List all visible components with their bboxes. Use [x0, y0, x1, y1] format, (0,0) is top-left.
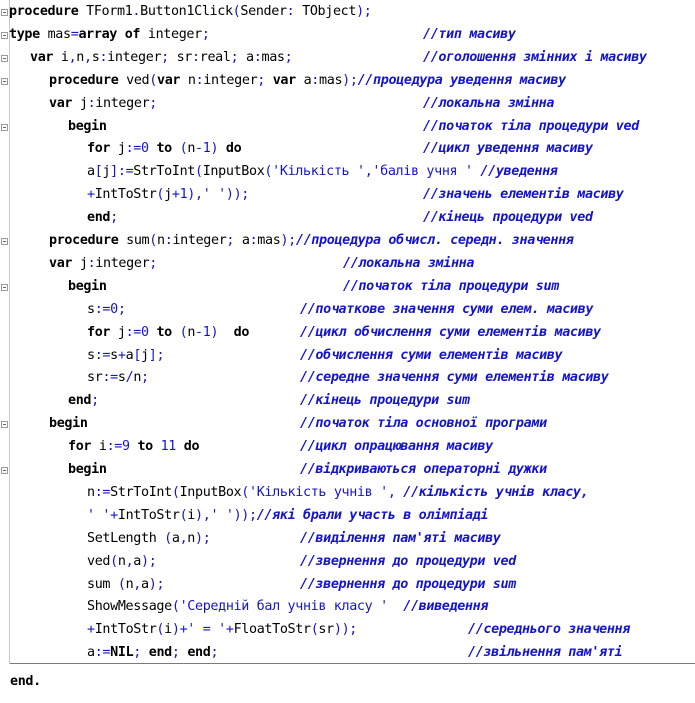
code-token: begin — [49, 416, 88, 432]
code-token: for — [87, 141, 111, 157]
code-comment: //відкриваються операторні дужки — [300, 462, 547, 477]
code-comment: //процедура обчисл. середн. значення — [295, 233, 574, 248]
code-token: n — [187, 324, 196, 340]
code-token: := — [94, 484, 111, 500]
code-token: array of — [78, 26, 141, 42]
code-token: 1 — [179, 187, 188, 203]
code-token: i — [91, 439, 107, 455]
code-token: n — [180, 72, 196, 88]
code-token: : — [87, 255, 96, 271]
code-comment: //початок тіла процедури ved — [423, 118, 639, 134]
code-token: j — [102, 164, 111, 180]
code-token: ; — [141, 370, 149, 386]
code-line — [87, 596, 488, 618]
code-token: a — [133, 553, 142, 569]
code-line — [87, 528, 210, 550]
code-token: to — [148, 141, 172, 157]
code-token: s — [87, 347, 95, 363]
code-token: ); — [148, 576, 165, 592]
code-token: )); — [233, 507, 257, 523]
code-token: ( — [156, 530, 172, 546]
code-comment: //виведення — [403, 599, 489, 615]
fold-toggle-icon[interactable] — [1, 78, 8, 85]
code-token: , — [364, 164, 373, 180]
code-line — [68, 116, 107, 138]
code-token: [ — [133, 347, 142, 363]
code-token: IntToStr — [94, 622, 157, 638]
code-token: to — [129, 439, 153, 455]
code-token: n — [125, 576, 134, 592]
code-token: var — [49, 95, 73, 111]
code-token: 1 — [202, 324, 211, 340]
code-token: begin — [68, 118, 107, 134]
code-token: ) — [210, 141, 219, 157]
code-token: end — [68, 393, 92, 409]
code-token: ), — [195, 507, 211, 523]
code-token: ved — [118, 72, 150, 88]
code-token: ; — [171, 645, 188, 661]
code-comment: //оголошення змінних і масиву — [423, 49, 647, 65]
code-token: ; — [133, 645, 149, 661]
code-token: ); — [141, 553, 157, 569]
code-token: ( — [241, 484, 249, 500]
code-token: ( — [264, 164, 273, 180]
code-token: : — [87, 95, 96, 111]
code-comment: //цикл уведення масиву — [423, 141, 593, 157]
code-token: sr — [87, 370, 103, 386]
code-comment: //початок тіла основної програми — [300, 416, 547, 432]
code-token: ; — [117, 301, 126, 317]
code-token: 'Кількість учнів ' — [249, 484, 388, 500]
code-comment: //тип масиву — [423, 26, 516, 42]
code-token: j — [110, 324, 126, 340]
code-token: : — [195, 72, 204, 88]
code-line — [49, 93, 157, 115]
code-token: ( — [171, 141, 188, 157]
code-token: Button1Click — [140, 4, 233, 19]
code-line — [87, 505, 488, 527]
code-token: + — [117, 347, 126, 363]
code-token: + — [171, 187, 180, 203]
code-token: , — [179, 530, 188, 546]
code-comment: //початкове значення суми елем. масиву — [300, 301, 594, 317]
code-line — [9, 24, 210, 46]
code-token: 1 — [202, 141, 211, 157]
code-token: n — [117, 553, 126, 569]
code-token: ( — [171, 484, 180, 500]
code-token: := — [125, 324, 142, 340]
fold-toggle-icon[interactable] — [1, 284, 8, 291]
code-token: - — [195, 141, 203, 157]
code-token: [ — [94, 164, 103, 180]
code-token: a — [125, 347, 134, 363]
code-comment: //уведення — [480, 164, 558, 180]
code-token: := — [94, 301, 111, 317]
code-comment: //середне значення суми елементів масиву — [300, 370, 609, 386]
code-token: := — [94, 347, 111, 363]
code-token: var — [272, 72, 296, 88]
code-token: mas — [39, 26, 71, 42]
code-line — [87, 345, 164, 367]
code-token: + — [225, 622, 234, 638]
code-token: j — [141, 347, 149, 363]
code-token: TForm1 — [78, 4, 133, 19]
code-token: )); — [333, 622, 357, 638]
code-line — [68, 390, 99, 412]
code-token: ' = ' — [187, 622, 226, 638]
code-token: integer — [95, 95, 150, 111]
code-token: i — [187, 507, 195, 523]
code-token: ' ' — [202, 187, 226, 203]
code-token: n — [187, 141, 196, 157]
code-token: mas — [261, 49, 285, 65]
code-token: : — [249, 233, 258, 248]
code-token: ( — [110, 576, 126, 592]
code-token: - — [195, 324, 203, 340]
fold-toggle-icon[interactable] — [1, 9, 8, 16]
code-token: ( — [171, 599, 180, 615]
code-token: ; — [161, 49, 177, 65]
code-token: InputBox — [202, 164, 265, 180]
code-token: ( — [149, 72, 157, 88]
code-token: ved — [87, 553, 111, 569]
code-token: + — [110, 507, 118, 523]
code-token: n — [157, 233, 165, 248]
code-token: : — [286, 4, 303, 19]
code-line — [68, 436, 199, 458]
fold-toggle-icon[interactable] — [1, 421, 8, 428]
fold-toggle-icon[interactable] — [1, 467, 8, 474]
code-token: mas — [257, 233, 281, 248]
code-token: sum — [87, 576, 111, 592]
code-comment: //кінець процедури ved — [423, 210, 593, 226]
code-token: real — [199, 49, 231, 65]
code-token: := — [94, 645, 111, 661]
code-token: := — [102, 370, 118, 386]
code-token: 0 — [141, 141, 149, 157]
code-token: integer — [172, 233, 227, 248]
code-line — [30, 47, 292, 69]
code-comment: //початок тіла процедури sum — [343, 278, 559, 294]
code-token: type — [9, 26, 40, 42]
code-token: end — [87, 210, 111, 226]
code-token: do — [176, 439, 200, 455]
code-line — [87, 207, 118, 229]
code-token: ; — [210, 645, 219, 661]
code-token: var — [49, 255, 73, 271]
code-token: for — [87, 324, 111, 340]
code-comment: //звернення до процедури sum — [300, 576, 516, 592]
code-token: := — [125, 141, 142, 157]
code-token: InputBox — [179, 484, 242, 500]
code-line — [87, 138, 241, 160]
code-line — [49, 70, 566, 92]
code-token: ; — [149, 255, 157, 271]
code-token: NIL — [110, 645, 134, 661]
code-token: : — [253, 49, 262, 65]
code-token: / — [125, 370, 134, 386]
code-comment: //локальна змінна — [423, 95, 555, 111]
code-token: ; — [230, 49, 247, 65]
code-token: a — [171, 530, 180, 546]
code-token: a — [141, 576, 149, 592]
code-token: ; — [284, 49, 293, 65]
code-token: do — [218, 141, 242, 157]
code-token: )); — [225, 187, 250, 203]
code-token: . — [132, 4, 141, 19]
code-token: : — [99, 49, 108, 65]
fold-gutter — [0, 0, 10, 664]
code-line — [87, 574, 164, 596]
code-token: , — [125, 553, 134, 569]
code-token: j — [72, 95, 88, 111]
code-token: ( — [179, 507, 188, 523]
code-comment: //цикл обчислення суми елементів масиву — [300, 324, 601, 340]
code-token: begin — [68, 278, 107, 294]
code-token: ' ' — [210, 507, 234, 523]
code-token: a — [295, 72, 312, 88]
code-token: ( — [110, 553, 118, 569]
code-token: ( — [156, 622, 165, 638]
code-token: a — [87, 645, 95, 661]
code-token: ( — [171, 324, 188, 340]
code-token: ); — [195, 530, 211, 546]
code-token: begin — [68, 462, 107, 477]
code-token: s — [117, 370, 126, 386]
code-token: FloatToStr — [233, 622, 311, 638]
code-token: s — [91, 49, 100, 65]
code-line — [87, 322, 249, 344]
code-token: 0 — [141, 324, 149, 340]
code-token: ; — [257, 72, 273, 88]
code-token: n — [187, 530, 196, 546]
code-token: end — [187, 645, 211, 661]
code-token: ( — [232, 4, 241, 19]
code-token: + — [87, 187, 95, 203]
code-token: sr — [318, 622, 334, 638]
code-token: ; — [110, 210, 118, 226]
code-line-end: end. — [10, 674, 41, 689]
code-token: mas — [319, 72, 343, 88]
code-token: i — [53, 49, 69, 65]
code-token: ) — [210, 324, 219, 340]
code-token: j — [110, 141, 126, 157]
code-line — [87, 482, 588, 504]
fold-toggle-icon[interactable] — [1, 32, 8, 39]
code-token: procedure — [49, 233, 119, 248]
code-token: ), — [187, 187, 203, 203]
code-token: : — [192, 49, 200, 65]
code-line — [49, 413, 88, 435]
code-token: s — [110, 347, 118, 363]
code-comment: //середнього значення — [468, 622, 630, 638]
code-comment: //процедура уведення масиву — [357, 72, 566, 88]
code-token: a — [241, 233, 250, 248]
code-token: ; — [91, 393, 99, 409]
code-token: ; — [201, 26, 210, 42]
code-line — [87, 619, 357, 641]
code-token: Sender — [240, 4, 287, 19]
code-token: to — [148, 324, 172, 340]
code-comment: //виділення пам'яті масиву — [300, 530, 501, 546]
code-token: ; — [149, 95, 157, 111]
code-token: n — [87, 484, 95, 500]
code-token: i — [164, 622, 172, 638]
fold-toggle-icon[interactable] — [1, 55, 8, 62]
code-line — [49, 230, 574, 252]
code-token: var — [30, 49, 54, 65]
code-token: ShowMessage — [87, 599, 172, 615]
code-token: a — [246, 49, 254, 65]
code-token: a — [87, 164, 95, 180]
code-token: StrToInt — [133, 164, 195, 180]
code-token: ]; — [148, 347, 165, 363]
code-line — [87, 367, 149, 389]
code-token: 9 — [122, 439, 130, 455]
code-line — [87, 184, 249, 206]
code-token: : — [311, 72, 320, 88]
code-token: 'Середній бал учнів класу ' — [179, 599, 388, 615]
code-token: ); — [280, 233, 296, 248]
code-comment: //які брали участь в олімпіаді — [256, 507, 489, 523]
code-token: integer — [140, 26, 202, 42]
code-token: n — [76, 49, 85, 65]
code-token: IntToStr — [94, 187, 157, 203]
code-token: StrToInt — [110, 484, 172, 500]
code-token: : — [164, 233, 173, 248]
code-token: + — [87, 622, 95, 638]
code-token: 0 — [110, 301, 118, 317]
code-token: ]:= — [110, 164, 134, 180]
fold-toggle-icon[interactable] — [1, 238, 8, 245]
code-token: ' ' — [87, 507, 111, 523]
code-comment: //обчислення суми елементів масиву — [300, 347, 563, 363]
code-token: 'Кількість ' — [272, 164, 365, 180]
fold-toggle-icon[interactable] — [1, 124, 8, 131]
code-token: ( — [310, 622, 319, 638]
code-token: sr — [176, 49, 193, 65]
code-token — [388, 599, 403, 614]
code-token: , — [387, 484, 404, 500]
code-token: )+ — [171, 622, 188, 638]
code-line — [87, 161, 558, 183]
code-token: ( — [195, 164, 203, 180]
code-token: = — [70, 26, 79, 42]
code-token: SetLength — [87, 530, 157, 546]
code-token: j — [72, 255, 88, 271]
code-token: := — [106, 439, 123, 455]
code-token: end — [148, 645, 172, 661]
code-token: for — [68, 439, 92, 455]
code-token: sum — [118, 233, 150, 248]
code-token: TObject — [302, 4, 357, 19]
code-token: integer — [107, 49, 162, 65]
code-token: ( — [156, 187, 165, 203]
code-token: integer — [95, 255, 150, 271]
code-comment: //звернення до процедури ved — [300, 553, 516, 569]
code-comment: //цикл опрацювання масиву — [300, 439, 493, 455]
code-comment: //кінець процедури sum — [300, 393, 470, 409]
code-token: 'балів учня ' — [372, 164, 473, 180]
code-comment: //локальна змінна — [343, 255, 475, 271]
code-token: , — [68, 49, 77, 65]
code-token: do — [218, 324, 250, 340]
code-line — [87, 551, 156, 573]
code-token: , — [133, 576, 142, 592]
code-token: procedure — [49, 72, 119, 88]
code-line — [68, 459, 107, 481]
code-line — [49, 253, 157, 275]
code-line — [87, 299, 126, 321]
code-token: n — [133, 370, 142, 386]
code-token: integer — [203, 72, 258, 88]
code-token: s — [87, 301, 95, 317]
code-token: var — [157, 72, 181, 88]
code-line — [68, 276, 107, 298]
code-comment: //кількість учнів класу, — [403, 484, 589, 500]
code-token: 11 — [152, 439, 177, 455]
code-token: ); — [342, 72, 358, 88]
code-token: IntToStr — [117, 507, 180, 523]
code-comment: //значень елементів масиву — [423, 187, 624, 203]
code-token: ( — [149, 233, 157, 248]
code-token: procedure — [9, 4, 79, 19]
code-line — [9, 1, 372, 23]
code-line — [87, 642, 218, 664]
code-token: ); — [356, 4, 372, 19]
code-comment: //звільнення пам'яті — [468, 645, 623, 661]
code-token: ; — [226, 233, 242, 248]
code-token: j — [164, 187, 172, 203]
code-token: , — [84, 49, 92, 65]
